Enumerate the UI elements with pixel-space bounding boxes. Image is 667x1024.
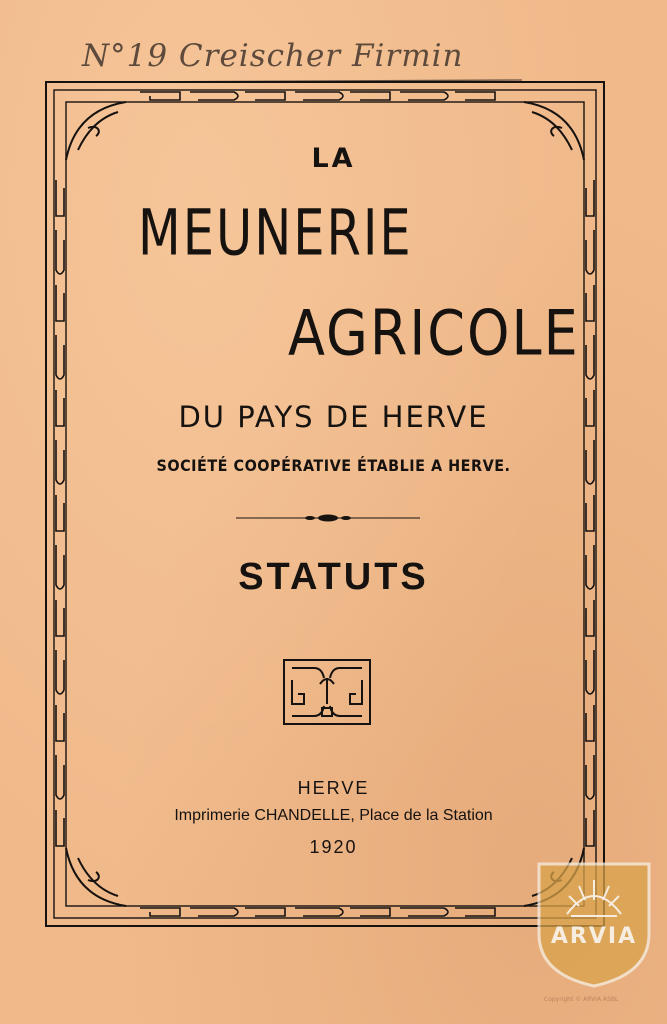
title-agricole: AGRICOLE xyxy=(288,297,580,370)
subtitle-region: DU PAYS DE HERVE xyxy=(178,400,489,434)
imprint-year: 1920 xyxy=(309,837,358,857)
stamp-label: ARVIA xyxy=(550,924,638,949)
title-article: LA xyxy=(311,143,356,174)
copyright-watermark: Copyright © ARVIA ASBL xyxy=(544,996,619,1003)
archive-stamp xyxy=(531,858,657,988)
ornamental-divider xyxy=(236,511,420,525)
frame-right-band xyxy=(586,180,594,846)
imprint-printer: Imprimerie CHANDELLE, Place de la Station xyxy=(174,807,493,824)
subtitle-society: SOCIÉTÉ COOPÉRATIVE ÉTABLIE A HERVE. xyxy=(156,456,511,475)
title-meunerie: MEUNERIE xyxy=(138,196,413,270)
frame-top-band xyxy=(140,92,495,100)
shield-icon xyxy=(531,858,657,988)
imprint-city: HERVE xyxy=(297,778,370,798)
handwritten-inscription: N°19 Creischer Firmin xyxy=(82,38,464,74)
frame-left-band xyxy=(56,180,64,846)
frame-bottom-band xyxy=(140,908,495,916)
art-nouveau-ornament xyxy=(282,658,372,726)
document-type-heading: STATUTS xyxy=(238,556,429,598)
